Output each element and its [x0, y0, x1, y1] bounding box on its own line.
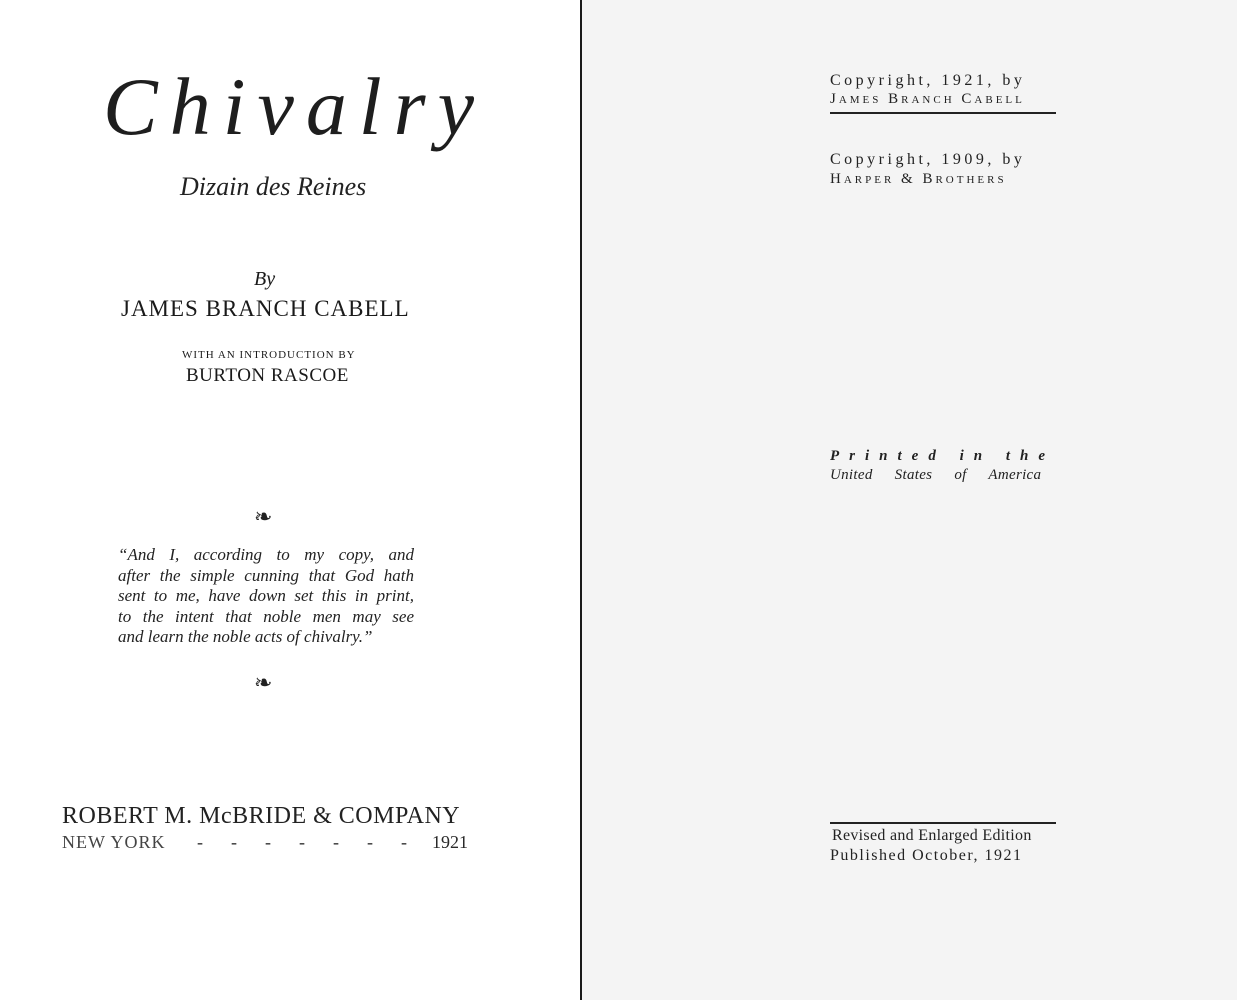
- introduction-label: WITH AN INTRODUCTION BY: [182, 349, 356, 361]
- quote-line: “And I, according to my copy, and: [118, 545, 414, 564]
- author-name: JAMES BRANCH CABELL: [121, 296, 410, 321]
- copyright-1909-line: Copyright, 1909, by: [830, 151, 1026, 168]
- copyright-rule: [830, 112, 1056, 114]
- book-subtitle: Dizain des Reines: [180, 172, 367, 201]
- printed-country-line: United States of America: [830, 467, 1042, 483]
- copyright-1921-holder: James Branch Cabell: [830, 91, 1025, 107]
- publisher-city: NEW YORK: [62, 832, 166, 852]
- publication-year: 1921: [432, 832, 468, 852]
- fleuron-icon: ❧: [254, 504, 273, 529]
- edition-note: Revised and Enlarged Edition: [832, 827, 1032, 844]
- edition-rule: [830, 822, 1056, 824]
- printed-in-line: Printed in the: [830, 448, 1056, 464]
- book-title: Chivalry: [103, 61, 486, 152]
- epigraph-quote: [118, 545, 414, 648]
- publication-date: Published October, 1921: [830, 847, 1023, 864]
- quote-line: and learn the noble acts of chivalry.”: [118, 627, 373, 646]
- by-label: By: [254, 268, 276, 290]
- fleuron-icon: ❧: [254, 670, 273, 695]
- quote-line: sent to me, have down set this in print,: [118, 586, 414, 605]
- copyright-1921-line: Copyright, 1921, by: [830, 72, 1026, 89]
- left-page: [0, 0, 580, 1000]
- quote-line: after the simple cunning that God hath: [118, 565, 414, 585]
- right-page: [582, 0, 1237, 1000]
- quote-line: to the intent that noble men may see: [118, 606, 414, 626]
- introducer-name: BURTON RASCOE: [186, 365, 349, 386]
- publisher-name: ROBERT M. McBRIDE & COMPANY: [62, 803, 461, 829]
- imprint-dashes: -------: [197, 832, 435, 852]
- copyright-1909-holder: Harper & Brothers: [830, 171, 1007, 187]
